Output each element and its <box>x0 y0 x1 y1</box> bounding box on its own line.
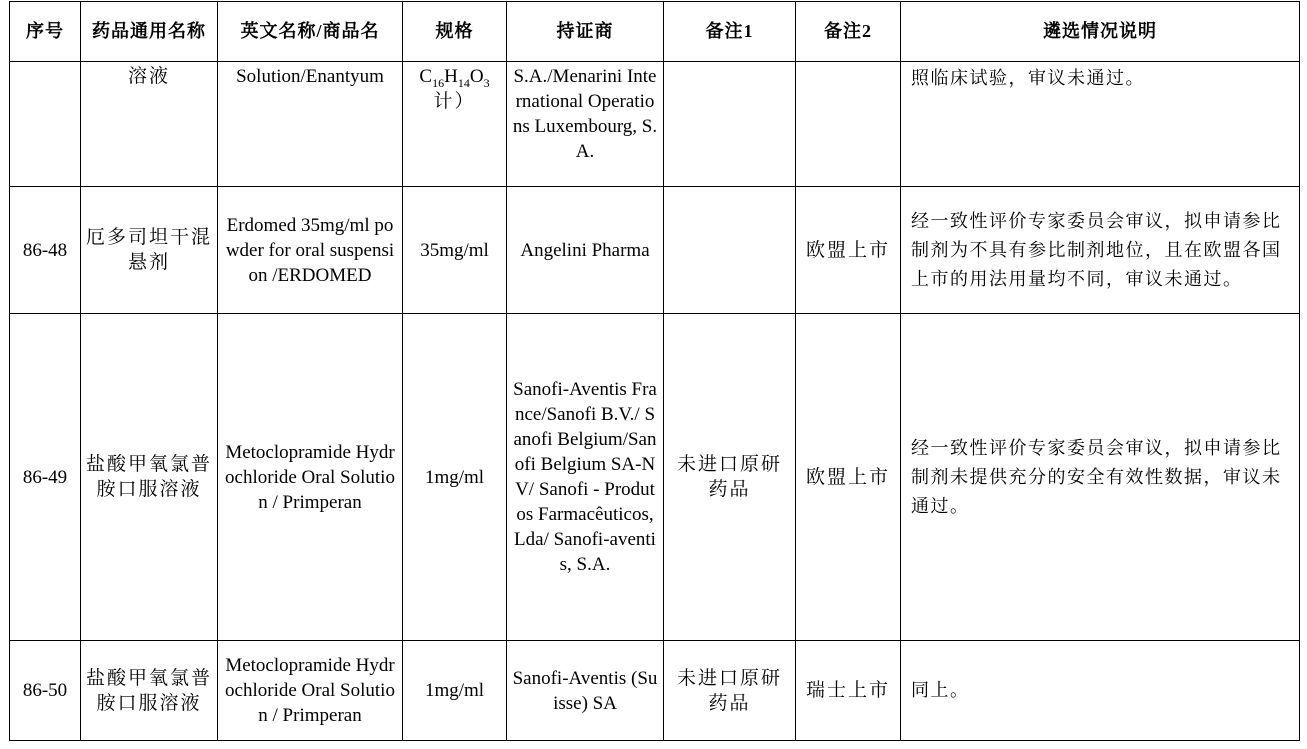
cell-note2: 欧盟上市 <box>796 187 901 314</box>
cell-generic-name: 盐酸甲氧氯普胺口服溶液 <box>81 641 218 741</box>
cell-note1: 未进口原研药品 <box>664 641 796 741</box>
cell-holder: Sanofi-Aventis France/Sanofi B.V./ Sanofi Belgium/Sanofi Belgium SA-NV/ Sanofi - Produtos Farmacêuticos, Lda/ Sanofi-aventis, S.A. <box>507 314 664 641</box>
cell-english-name: Solution/Enantyum <box>218 62 403 187</box>
cell-explanation: 同上。 <box>901 641 1300 741</box>
cell-seq: 86-49 <box>10 314 81 641</box>
header-explanation: 遴选情况说明 <box>901 2 1300 62</box>
cell-english-name: Erdomed 35mg/ml powder for oral suspension /ERDOMED <box>218 187 403 314</box>
header-spec: 规格 <box>403 2 507 62</box>
drug-selection-table <box>9 1 1300 741</box>
header-note2: 备注2 <box>796 2 901 62</box>
table-row <box>10 62 1300 187</box>
formula-o: O <box>469 66 484 87</box>
header-row <box>10 2 1300 62</box>
header-seq: 序号 <box>10 2 81 62</box>
cell-spec: 35mg/ml <box>403 187 507 314</box>
formula-h: H <box>444 66 458 87</box>
cell-note2 <box>796 62 901 187</box>
formula-c: C <box>419 66 433 87</box>
formula-sub-16: 16 <box>432 75 445 90</box>
cell-holder: S.A./Menarini International Operations Luxembourg, S.A. <box>507 62 664 187</box>
cell-english-name: Metoclopramide Hydrochloride Oral Solution / Primperan <box>218 641 403 741</box>
header-english-name: 英文名称/商品名 <box>218 2 403 62</box>
cell-seq <box>10 62 81 187</box>
cell-note2: 欧盟上市 <box>796 314 901 641</box>
formula-tail: 计） <box>433 91 476 112</box>
formula-sub-3: 3 <box>483 75 490 90</box>
header-note1: 备注1 <box>664 2 796 62</box>
cell-note1 <box>664 62 796 187</box>
cell-explanation: 经一致性评价专家委员会审议，拟申请参比制剂为不具有参比制剂地位，且在欧盟各国上市的用法用量均不同，审议未通过。 <box>901 187 1300 314</box>
cell-note2: 瑞士上市 <box>796 641 901 741</box>
header-generic-name: 药品通用名称 <box>81 2 218 62</box>
cell-holder: Sanofi-Aventis (Suisse) SA <box>507 641 664 741</box>
cell-seq: 86-48 <box>10 187 81 314</box>
cell-generic-name: 盐酸甲氧氯普胺口服溶液 <box>81 314 218 641</box>
table-row <box>10 641 1300 741</box>
cell-holder: Angelini Pharma <box>507 187 664 314</box>
formula-sub-14: 14 <box>457 75 470 90</box>
cell-generic-name: 溶液 <box>81 62 218 187</box>
cell-seq: 86-50 <box>10 641 81 741</box>
cell-spec: 1mg/ml <box>403 641 507 741</box>
cell-english-name: Metoclopramide Hydrochloride Oral Solution / Primperan <box>218 314 403 641</box>
table-row <box>10 187 1300 314</box>
cell-note1: 未进口原研药品 <box>664 314 796 641</box>
table-row <box>10 314 1300 641</box>
cell-spec: 1mg/ml <box>403 314 507 641</box>
cell-spec <box>403 62 507 187</box>
cell-generic-name: 厄多司坦干混悬剂 <box>81 187 218 314</box>
cell-explanation: 照临床试验，审议未通过。 <box>901 62 1300 187</box>
header-holder: 持证商 <box>507 2 664 62</box>
cell-explanation: 经一致性评价专家委员会审议，拟申请参比制剂未提供充分的安全有效性数据，审议未通过。 <box>901 314 1300 641</box>
cell-note1 <box>664 187 796 314</box>
